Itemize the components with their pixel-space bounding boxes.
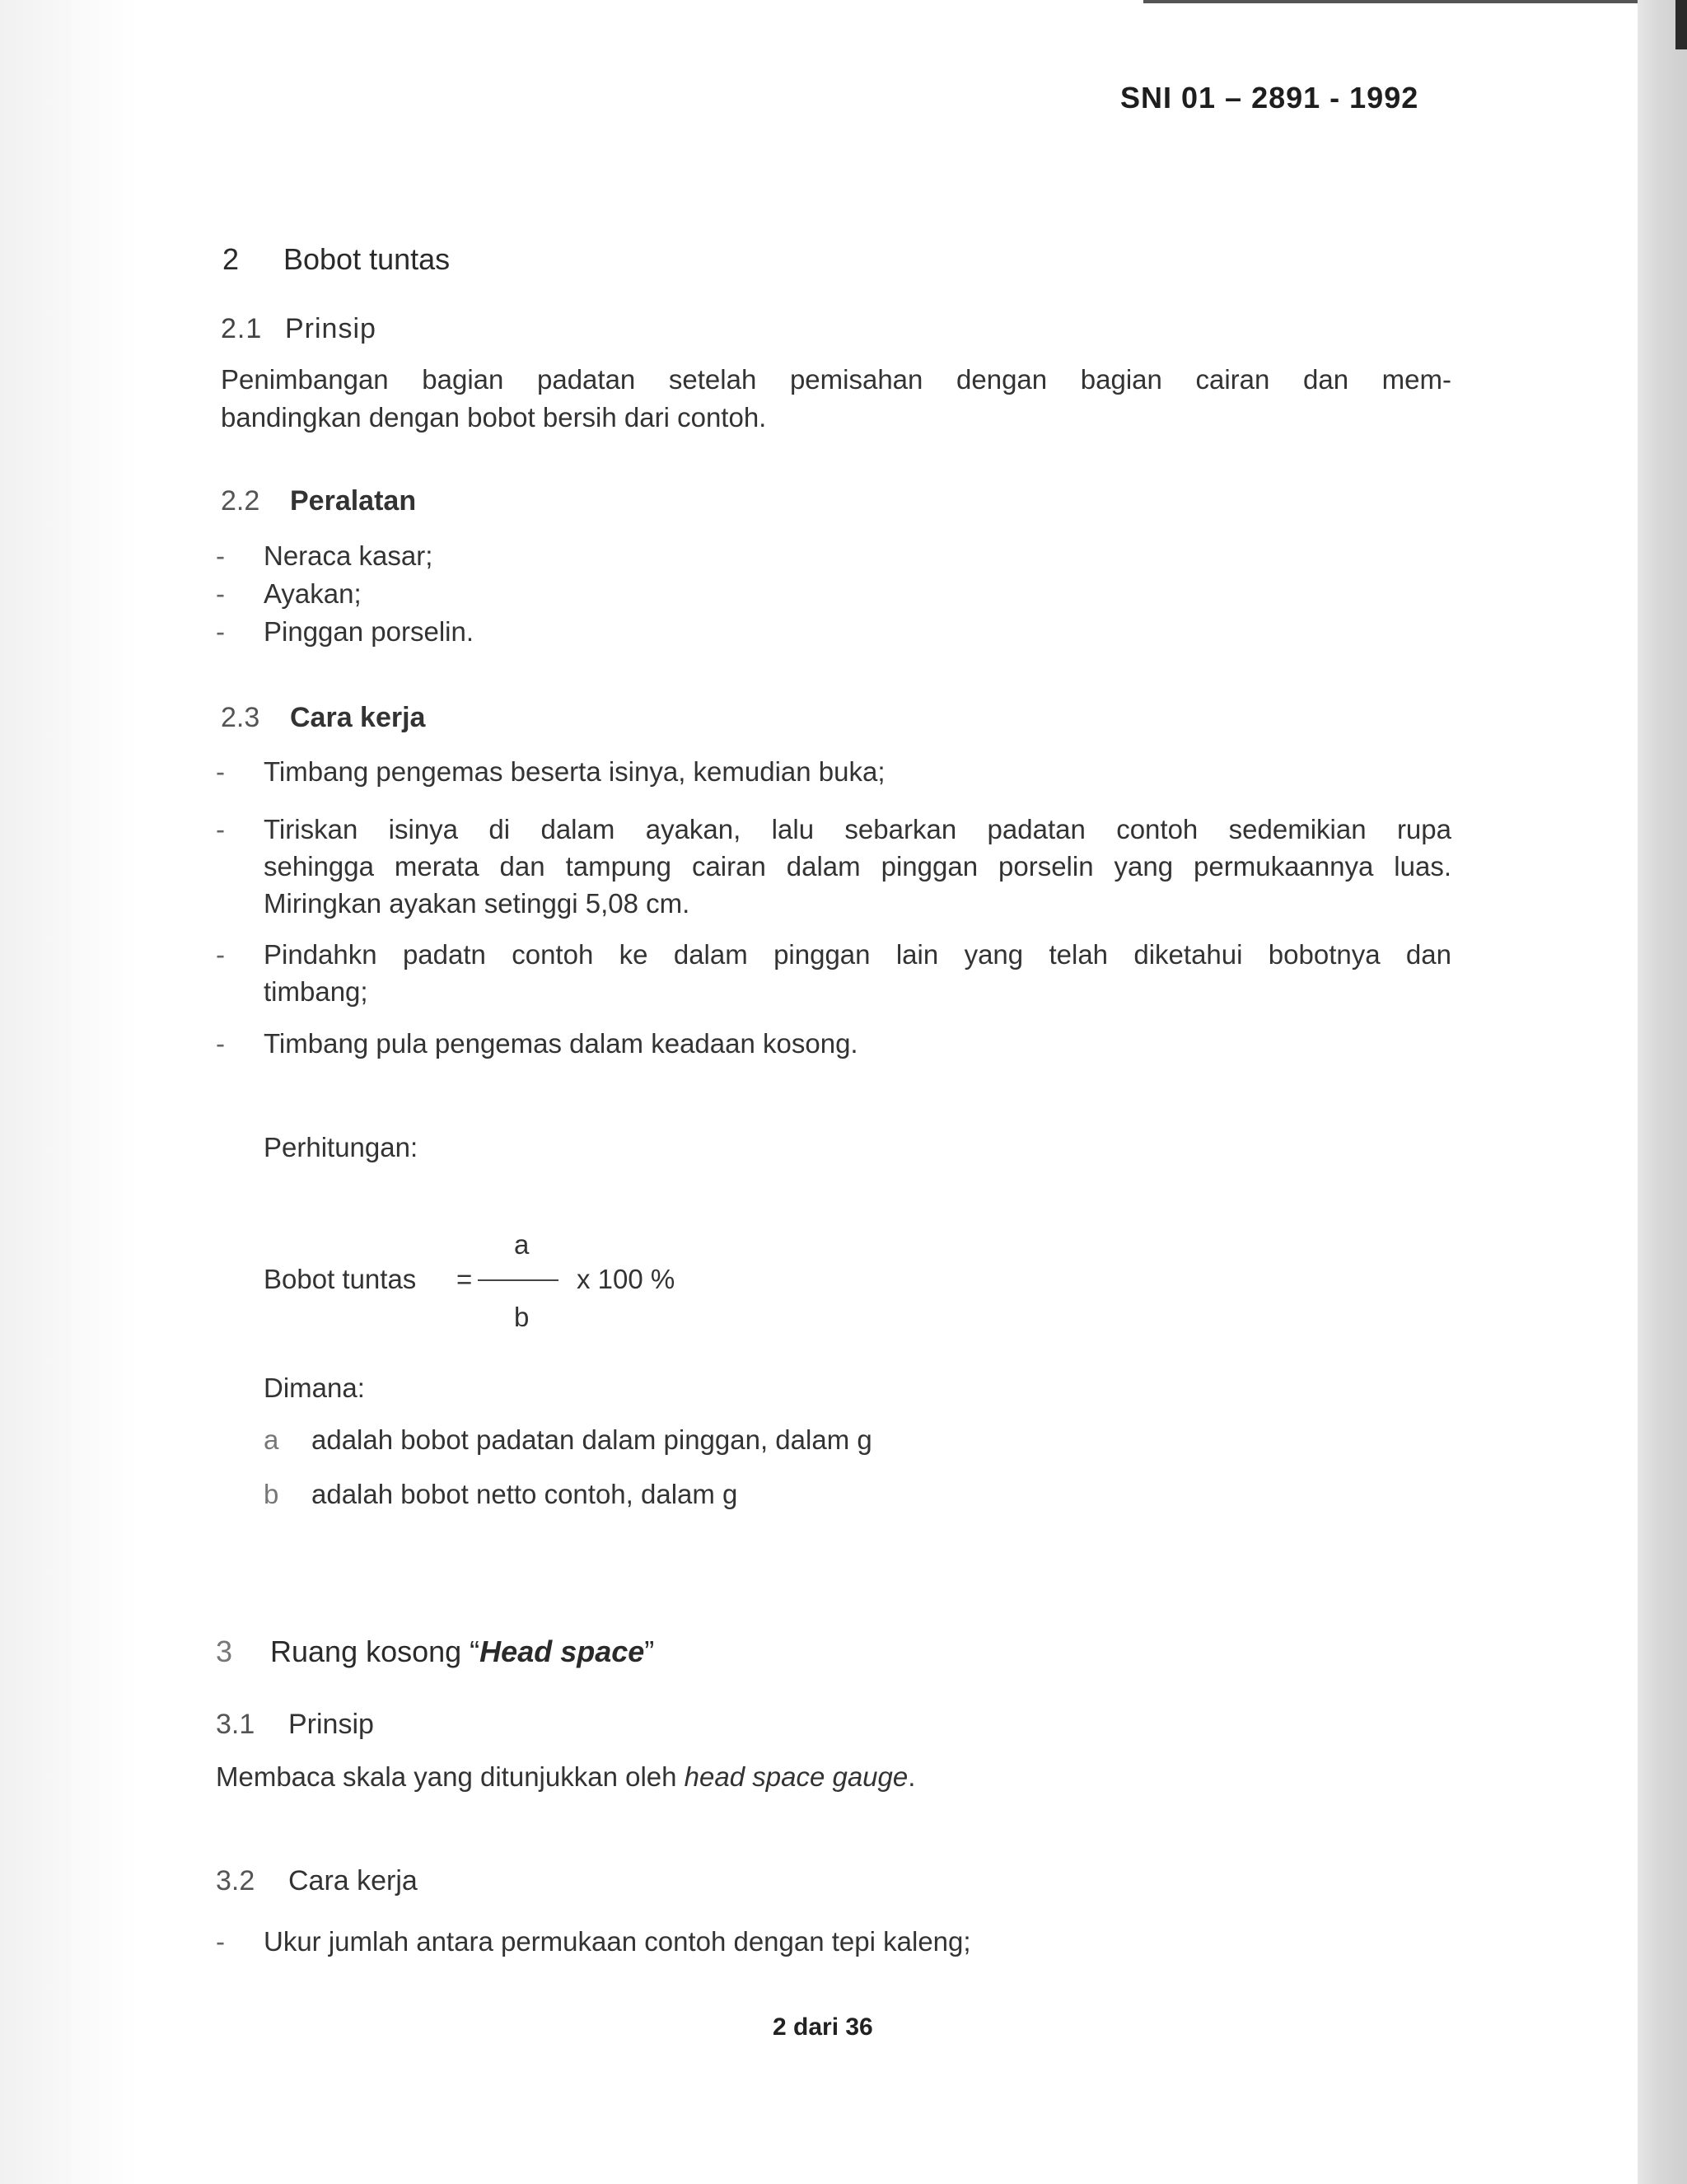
list-item-text-line: sehingga merata dan tampung cairan dalam pinggan porselin yang permukaannya luas. (264, 851, 1451, 882)
variable-definition (264, 1421, 1417, 1458)
list-item-text: Pinggan porselin. (264, 616, 474, 647)
dimana-label: Dimana: (264, 1373, 365, 1403)
bullet-dash: - (216, 814, 225, 844)
formula-multiplier: x 100 % (577, 1264, 675, 1294)
section-number: 2 (222, 242, 240, 276)
subsection-title: Cara kerja (290, 702, 426, 733)
subsection-heading-2-3 (221, 702, 425, 734)
list-item (216, 613, 1451, 650)
list-item-text: Timbang pengemas beserta isinya, kemudian buka; (264, 756, 886, 787)
section3-prinsip-text (216, 1758, 915, 1795)
subsection-number: 3.1 (216, 1709, 255, 1740)
formula-equals: = (456, 1264, 473, 1294)
list-item-text-line: Tiriskan isinya di dalam ayakan, lalu sebarkan padatan contoh sedemikian rupa (264, 814, 1451, 844)
bullet-dash: - (216, 540, 225, 571)
subsection-number: 2.1 (221, 313, 263, 344)
subsection-title: Prinsip (285, 313, 376, 344)
list-item-text: Ukur jumlah antara permukaan contoh dengan tepi kaleng; (264, 1926, 971, 1957)
list-item-text: Neraca kasar; (264, 540, 433, 571)
list-item (216, 575, 1451, 612)
bullet-dash: - (216, 578, 225, 609)
variable-description: adalah bobot padatan dalam pinggan, dalam g (311, 1424, 872, 1455)
prinsip-text-post: . (908, 1761, 916, 1792)
bullet-dash: - (216, 1028, 225, 1059)
list-item-text-line: Pindahkn padatn contoh ke dalam pinggan lain yang telah diketahui bobotnya dan (264, 939, 1451, 970)
prinsip-text-pre: Membaca skala yang ditunjukkan oleh (216, 1761, 685, 1792)
prinsip-line-2: bandingkan dengan bobot bersih dari contoh. (221, 402, 767, 433)
section-title-pre: Ruang kosong “ (270, 1634, 480, 1668)
subsection-heading-2-1 (221, 313, 376, 345)
formula-lhs: Bobot tuntas (264, 1264, 417, 1294)
prinsip-line-1: Penimbangan bagian padatan setelah pemisahan dengan bagian cairan dan mem- (221, 364, 1451, 395)
section-heading-2 (222, 242, 450, 277)
list-item-text: Timbang pula pengemas dalam keadaan kosong. (264, 1028, 858, 1059)
section-number: 3 (216, 1634, 233, 1668)
bullet-dash: - (216, 939, 225, 970)
list-item (216, 537, 1451, 574)
variable-definition (264, 1475, 1417, 1513)
list-item (216, 1923, 1451, 1960)
bullet-dash: - (216, 1926, 225, 1957)
list-item-text: Ayakan; (264, 578, 362, 609)
section-heading-3 (216, 1634, 654, 1669)
bullet-dash: - (216, 616, 225, 647)
list-item (216, 811, 1451, 926)
subsection-number: 2.3 (221, 702, 260, 733)
fraction-bar (478, 1279, 558, 1281)
subsection-heading-2-2 (221, 485, 416, 517)
prinsip-text-em: head space gauge (684, 1761, 909, 1792)
perhitungan-label: Perhitungan: (264, 1132, 418, 1162)
section-title-em: Head space (479, 1634, 645, 1668)
variable-description: adalah bobot netto contoh, dalam g (311, 1479, 738, 1509)
variable-symbol: b (264, 1479, 279, 1509)
bullet-dash: - (216, 756, 225, 787)
subsection-heading-3-1 (216, 1709, 374, 1741)
subsection-number: 3.2 (216, 1865, 255, 1896)
variable-symbol: a (264, 1424, 279, 1455)
subsection-title: Cara kerja (288, 1865, 418, 1896)
page-number: 2 dari 36 (773, 2013, 873, 2041)
list-item-text-line: Miringkan ayakan setinggi 5,08 cm. (264, 888, 690, 919)
subsection-title: Prinsip (288, 1709, 374, 1740)
formula-numerator: a (514, 1229, 530, 1260)
list-item (216, 1025, 1451, 1062)
section-title: Bobot tuntas (283, 242, 451, 276)
list-item (216, 936, 1451, 1012)
list-item (216, 753, 1451, 790)
subsection-number: 2.2 (221, 485, 260, 517)
subsection-title: Peralatan (290, 485, 417, 517)
section-title-post: ” (644, 1634, 655, 1668)
subsection-heading-3-2 (216, 1865, 418, 1897)
list-item-text-line: timbang; (264, 976, 368, 1007)
formula-denominator: b (514, 1302, 530, 1332)
document-code: SNI 01 – 2891 - 1992 (1120, 81, 1419, 115)
